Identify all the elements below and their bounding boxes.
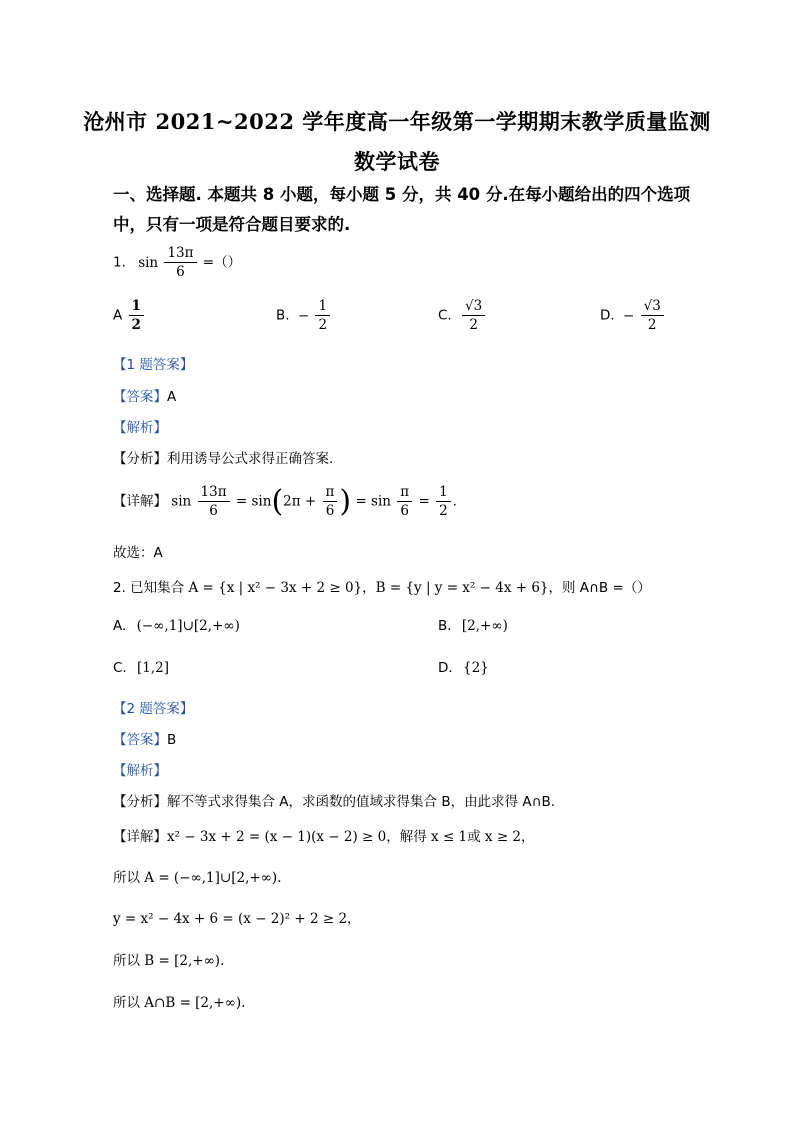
fraction (129, 297, 144, 334)
fenxi-tag: 【分析】 (113, 794, 167, 810)
fenxi-tag: 【分析】 (113, 451, 167, 467)
set-b: B = {y | y = x² − 4x + 6} (375, 580, 549, 596)
fraction (315, 297, 330, 334)
fraction-numerator: 1 (129, 297, 144, 316)
option-b (438, 618, 508, 634)
option-label: A (113, 307, 123, 324)
answer-heading: 【2 题答案】 (113, 701, 194, 717)
sin-function: sin (171, 493, 192, 510)
equals-sin: = sin (355, 493, 391, 510)
separator: ， (362, 580, 376, 596)
option-c (113, 660, 169, 676)
option-c (438, 297, 487, 334)
option-value: (−∞,1]∪[2,+∞) (136, 618, 240, 634)
question-1-stem (113, 244, 241, 281)
detail-text: x² − 3x + 2 = (x − 1)(x − 2) ≥ 0，解得 x ≤ 1或 x ≥ 2， (167, 829, 535, 845)
fraction-denominator: 2 (469, 317, 478, 333)
fraction-denominator: 2 (647, 317, 657, 333)
question-tail: =（） (202, 254, 242, 271)
option-label: B. (276, 307, 290, 324)
option-label: C. (438, 307, 452, 324)
option-b (276, 297, 332, 334)
fraction-numerator: π (323, 483, 338, 502)
fraction (397, 483, 412, 520)
sin-function: sin (138, 254, 159, 271)
option-value: {2} (462, 660, 489, 676)
fraction-numerator: 1 (436, 483, 451, 502)
option-d (438, 660, 489, 676)
question-number: 1. (113, 254, 126, 271)
fraction (164, 244, 196, 281)
option-label: C. (113, 660, 127, 676)
two-pi-plus: 2π + (283, 493, 317, 510)
fraction (436, 483, 451, 520)
option-label: A. (113, 618, 127, 634)
fraction-denominator: 2 (131, 317, 141, 333)
fraction (462, 297, 485, 334)
document-title: 沧州市 2021~2022 学年度高一年级第一学期期末教学质量监测 (83, 109, 711, 134)
document-subtitle: 数学试卷 (354, 149, 440, 174)
answer-value: B (167, 732, 177, 748)
fraction (323, 483, 338, 520)
answer-heading: 【1 题答案】 (113, 357, 194, 373)
option-label: B. (438, 618, 452, 634)
question-2-stem (113, 576, 651, 596)
option-value: [2,+∞) (461, 618, 508, 634)
answer-line (113, 728, 176, 748)
section-heading: 一、选择题. 本题共 8 小题，每小题 5 分，共 40 分.在每小题给出的四个选项中，只有一项是符合题目要求的. (113, 185, 691, 234)
minus-sign: − (622, 307, 635, 324)
left-paren: ( (271, 484, 284, 519)
right-paren: ) (339, 484, 352, 519)
fraction (641, 297, 664, 334)
answer-value: A (167, 389, 177, 405)
option-d (600, 297, 666, 334)
solution-line: 所以 A∩B = [2,+∞). (113, 995, 246, 1011)
fenxi-text: 利用诱导公式求得正确答案. (167, 451, 334, 467)
detail-line (113, 483, 457, 520)
option-a (113, 297, 146, 334)
answer-line (113, 385, 176, 405)
equals-sin: = sin (235, 493, 272, 510)
fraction-numerator: 1 (315, 297, 330, 316)
fraction-denominator: 6 (209, 503, 218, 519)
fraction-numerator: √3 (462, 297, 485, 316)
fraction-numerator: π (397, 483, 412, 502)
detail-line (113, 825, 535, 845)
period: . (452, 493, 457, 510)
detail-tag: 【详解】 (113, 493, 167, 510)
analysis-tag: 【解析】 (113, 763, 167, 779)
equals-sign: = (418, 493, 430, 510)
fraction (198, 483, 230, 520)
option-label: D. (600, 307, 615, 324)
fraction-denominator: 2 (439, 503, 448, 519)
option-label: D. (438, 660, 453, 676)
answer-tag: 【答案】 (113, 732, 167, 748)
fraction-numerator: √3 (641, 297, 664, 316)
minus-sign: − (297, 307, 310, 324)
fraction-numerator: 13π (164, 244, 196, 263)
fraction-denominator: 6 (176, 264, 185, 280)
fenxi-text: 解不等式求得集合 A，求函数的值域求得集合 B，由此求得 A∩B. (167, 794, 556, 810)
solution-line: 所以 A = (−∞,1]∪[2,+∞). (113, 870, 282, 886)
fraction-denominator: 2 (318, 317, 328, 333)
solution-line: 所以 B = [2,+∞). (113, 953, 225, 969)
fraction-numerator: 13π (198, 483, 230, 502)
set-a: A = {x | x² − 3x + 2 ≥ 0} (188, 580, 363, 596)
fraction-denominator: 6 (325, 503, 335, 519)
solution-line: y = x² − 4x + 6 = (x − 2)² + 2 ≥ 2， (113, 911, 361, 927)
question-stem-suffix: ，则 A∩B =（） (548, 580, 651, 596)
option-a (113, 618, 240, 634)
conclusion: 故选：A (113, 545, 163, 561)
fenxi-line (113, 447, 333, 467)
detail-tag: 【详解】 (113, 829, 167, 845)
fenxi-line (113, 790, 555, 810)
analysis-tag: 【解析】 (113, 420, 167, 436)
question-stem-prefix: 2. 已知集合 (113, 580, 185, 596)
option-value: [1,2] (137, 660, 170, 676)
fraction-denominator: 6 (400, 503, 410, 519)
answer-tag: 【答案】 (113, 389, 167, 405)
